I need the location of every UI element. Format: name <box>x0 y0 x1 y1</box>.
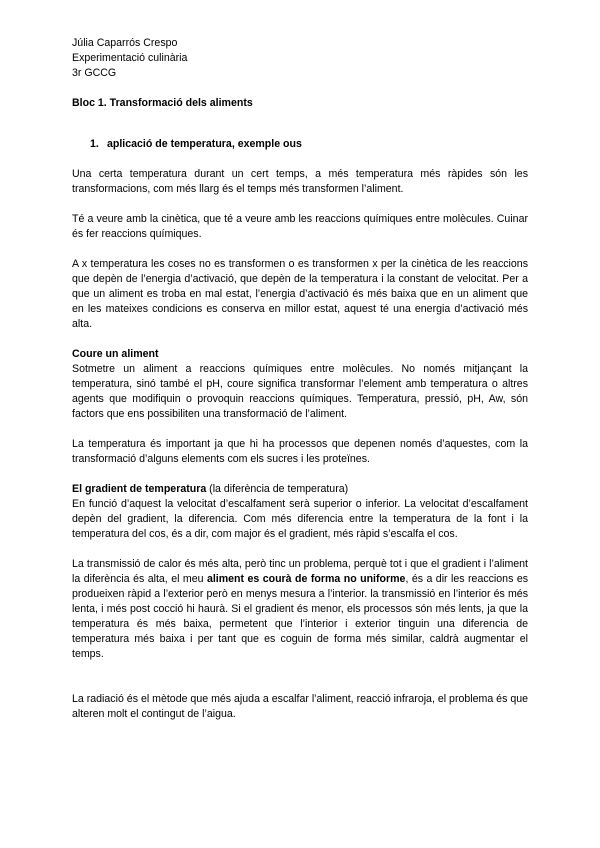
bloc-title: Bloc 1. Transformació dels aliments <box>72 97 253 109</box>
document-header <box>72 36 528 81</box>
paragraph-radiation: La radiació és el mètode que més ajuda a escalfar l’aliment, reacció infraroja, el problema és que alteren molt el contingut de l’aigua. <box>72 693 528 720</box>
section-heading <box>90 137 528 152</box>
section-title: aplicació de temperatura, exemple ous <box>107 138 302 150</box>
gradient-heading-note: (la diferència de temperatura) <box>206 483 349 495</box>
coure-heading: Coure un aliment <box>72 348 159 360</box>
subject-name: Experimentació culinària <box>72 52 188 64</box>
paragraph-heat-transmission <box>72 557 528 662</box>
paragraph-coure: Sotmetre un aliment a reaccions químiques entre molècules. No només mitjançant la temperatura, sinó també el pH, coure significa transformar l’element amb temperatura o altres agents que modifiquin o provoquin reaccions químiques. Temperatura, pressió, pH, Aw, són factors que ens possibiliten una transformació de l’aliment. <box>72 363 528 420</box>
paragraph-activation-energy: A x temperatura les coses no es transformen o es transformen x per la cinètica de les reaccions que depèn de l’energia d’activació, que depèn de la temperatura i la constant de velocitat. Per a que un aliment es troba en mal estat, l’energia d’activació és més baixa que en un aliment que en les mateixes condicions es conserva en millor estat, aquest té una energia d’activació més alta. <box>72 258 528 330</box>
gradient-heading: El gradient de temperatura <box>72 483 207 495</box>
paragraph-kinetics: Té a veure amb la cinètica, que té a veure amb les reaccions químiques entre molècules. Cuinar és fer reaccions químiques. <box>72 213 528 240</box>
paragraph-temperature-importance: La temperatura és important ja que hi ha processos que depenen només d’aquestes, com la transformació d’alguns elements com els sucres i les proteïnes. <box>72 438 528 465</box>
document-page <box>72 36 528 722</box>
transmission-bold-text: aliment es courà de forma no uniforme <box>206 573 406 585</box>
transmission-text-after: , és a dir les reaccions es produeixen ràpid a l’exterior però en menys mesura a l’interior. la transmissió en l’interior és més lenta, i més post cocció hi haurà. Si el gradient és menor, els processos són més lents, ja que la temperatura és més baixa, permetent que l’interior i exterior tinguin una diferencia de temperatura més baixa i per tant que es coguin de forma més similar, caldrà augmentar el temps. <box>72 573 529 660</box>
gradient-heading-line <box>72 482 528 497</box>
transmission-text-before: La transmissió de calor és més alta, però tinc un problema, perquè tot i que el gradient i l’aliment la diferència és alta, el meu <box>72 558 528 585</box>
author-name: Júlia Caparrós Crespo <box>72 37 178 49</box>
section-number: 1. <box>90 138 99 150</box>
paragraph-speed: Una certa temperatura durant un cert temps, a més temperatura més ràpides són les transformacions, com més llarg és el temps més transformen l’aliment. <box>72 168 528 195</box>
paragraph-gradient: En funció d’aquest la velocitat d’escalfament serà superior o inferior. La velocitat d’escalfament depèn del gradient, la diferencia. Com més diferencia entre la temperatura de la font i la temperatura del cos, és a dir, com major és el gradient, més ràpid s’escalfa el cos. <box>72 498 528 540</box>
course-name: 3r GCCG <box>72 67 117 79</box>
